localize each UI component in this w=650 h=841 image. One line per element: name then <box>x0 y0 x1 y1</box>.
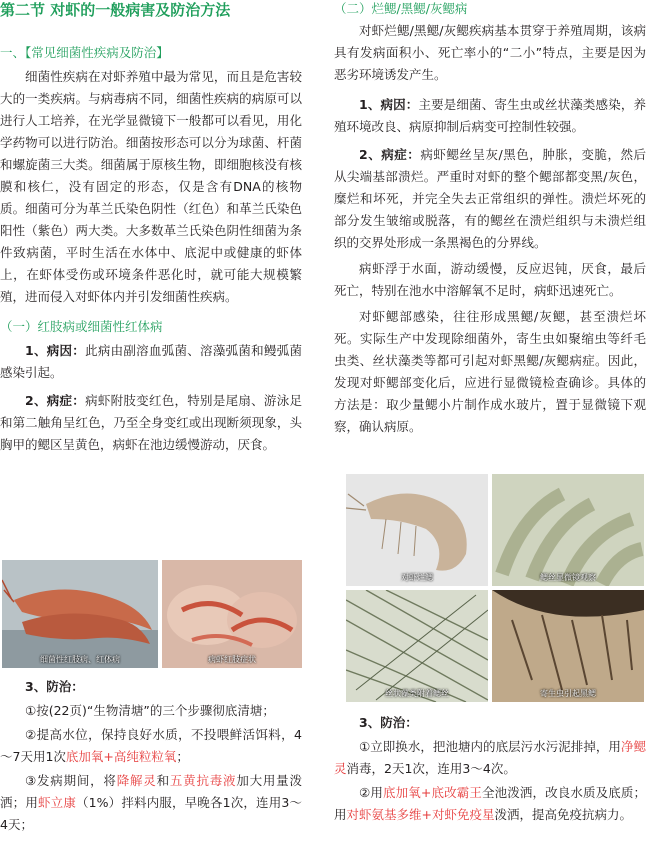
left-treatment <box>0 676 302 836</box>
treat-text: ③发病期间，将 <box>25 773 117 788</box>
product-name: 对虾免疫星 <box>432 807 495 822</box>
treat-text: 加大用量泼洒；用 <box>0 773 302 810</box>
treat-item-1: ①按(22页)“生物清塘”的三个步骤彻底清塘； <box>25 703 275 718</box>
product-name: 净鳃灵 <box>334 739 646 776</box>
right-treatment <box>334 712 646 826</box>
gill-intro: 对虾烂鳃/黑鳃/灰鳃疾病基本贯穿于养殖周期，该病具有发病面积小、死亡率小的“二小”特点，主要是因为恶劣环境诱发产生。 <box>334 23 646 82</box>
treat-item-2 <box>0 724 302 768</box>
product-name: 虾立康 <box>38 795 76 810</box>
photo-caption: 寄生虫引起黑鳃 <box>540 689 596 698</box>
treat-text: ； <box>176 749 189 764</box>
treat-text: 和 <box>156 773 170 788</box>
photo-caption: 对虾烂鳃 <box>401 573 433 582</box>
cause-text: 主要是细菌、寄生虫或丝状藻类感染，养殖环境改良、病原抑制后病变可控制性较强。 <box>334 97 646 134</box>
photo-caption: 鳃丝显微镜观察 <box>540 573 596 582</box>
photo-algae-gill <box>346 590 488 702</box>
treat-item-2 <box>334 782 646 826</box>
treat-text: ①立即换水，把池塘内的底层污水污泥排掉，用 <box>359 739 621 754</box>
photo-shrimp-gill <box>346 474 488 586</box>
treat-text: ②用 <box>359 785 383 800</box>
page-title: 第二节 对虾的一般病害及防治方法 <box>0 1 231 19</box>
left-column <box>0 0 302 456</box>
product-name: 高纯粒粒氧 <box>113 749 177 764</box>
treat-label: 3、防治： <box>25 679 84 694</box>
photo-gill-micro <box>492 474 644 586</box>
gill-symptom <box>334 144 646 254</box>
treat-text: 消毒，2天1次，连用3～4次。 <box>346 761 516 776</box>
section-heading-bacterial: 一、【常见细菌性疾病及防治】 <box>0 45 169 60</box>
cause-label: 1、病因： <box>25 343 86 358</box>
cause-label: 1、病因： <box>359 97 419 112</box>
product-name: 底改霸王 <box>431 785 482 800</box>
treat-text: 全池泼洒，改良水质及底质；用 <box>334 785 646 822</box>
treat-item-1 <box>334 736 646 780</box>
product-name: 对虾氨基多维 <box>346 807 422 822</box>
product-name: 底加氧 <box>382 785 421 800</box>
right-column <box>334 0 646 438</box>
cause-text: 此病由副溶血弧菌、溶藻弧菌和鳗弧菌感染引起。 <box>0 343 302 380</box>
product-name: 底加氧 <box>65 749 104 764</box>
plus-sign: + <box>103 749 114 764</box>
treat-text: 泼洒，提高免疫抗病力。 <box>494 807 633 822</box>
plus-sign: + <box>421 807 433 822</box>
red-limb-cause <box>0 340 302 384</box>
symptom-text: 病虾鳃丝呈灰/黑色，肿胀，变脆，然后从尖端基部溃烂。严重时对虾的整个鳃部都变黑/灰色，糜烂和坏死，并完全失去正常组织的弹性。溃烂坏死的部分发生皱缩或脱落，有的鳃丝在溃烂组织与未溃烂组织的交界处形成一条黑褐色的分界线。 <box>334 147 647 250</box>
treat-text: （1%）拌料内服，早晚各1次，连用3～4天； <box>0 795 302 832</box>
gill-cause <box>334 94 646 138</box>
photo-caption: 细菌性红肢病、红体病 <box>40 655 120 664</box>
photo-caption: 丝状藻类附着鳃丝 <box>385 689 449 698</box>
gill-black-paragraph: 对虾鳃部感染，往往形成黑鳃/灰鳃，甚至溃烂坏死。实际生产中发现除细菌外，寄生虫如聚缩虫等纤毛虫类、丝状藻类等都可引起对虾黑鳃/灰鳃病症。因此，发现对虾鳃部变化后，应进行显微镜检查确诊。具体的方法是：取少量鳃小片制作成水玻片，置于显微镜下观察，确认病原。 <box>334 309 646 434</box>
red-limb-symptom <box>0 390 302 456</box>
product-name: 五黄抗毒液 <box>169 773 237 788</box>
symptom-label: 2、病症： <box>25 393 86 408</box>
treat-label: 3、防治： <box>359 715 418 730</box>
gill-float-paragraph: 病虾浮于水面，游动缓慢，反应迟钝，厌食，最后死亡，特别在池水中溶解氧不足时，病虾迅速死亡。 <box>334 261 646 298</box>
photo-caption: 病虾红肢症状 <box>208 655 256 664</box>
plus-sign: + <box>420 785 432 800</box>
subsection-heading-red-limb: （一）红肢病或细菌性红体病 <box>0 319 163 334</box>
subsection-heading-gill: （二）烂鳃/黑鳃/灰鳃病 <box>334 1 468 16</box>
product-name: 降解灵 <box>116 773 157 788</box>
treat-text: ②提高水位，保持良好水质，不投喂鲜活饵料，4～7天用1次 <box>0 727 302 764</box>
symptom-text: 病虾附肢变红色，特别是尾扇、游泳足和第二触角呈红色，乃至全身变红或出现断须现象，头胸甲的鳃区呈黄色，病虾在池边缓慢游动，厌食。 <box>0 393 302 452</box>
photo-red-shrimp <box>2 560 158 668</box>
photo-red-limb-hand <box>162 560 302 668</box>
photo-parasite-gill <box>492 590 644 702</box>
intro-paragraph: 细菌性疾病在对虾养殖中最为常见，而且是危害较大的一类疾病。与病毒病不同，细菌性疾病的病原可以进行人工培养，在光学显微镜下一般都可以看见，用化学药物可以进行防治。细菌按形态可以分为球菌、杆菌和螺旋菌三大类。细菌属于原核生物，即细胞核没有核膜和核仁，没有固定的形态，仅是含有DNA的核物质。细菌可分为革兰氏染色阴性（红色）和革兰氏染色阳性（紫色）两大类。大多数革兰氏染色阴性细菌为条件致病菌，平时生活在水体中、底泥中或健康的虾体上，在虾体受伤或环境条件恶化时，就可能大规模繁殖，进而侵入对虾体内并引发细菌性疾病。 <box>0 69 302 304</box>
treat-item-3 <box>0 770 302 836</box>
symptom-label: 2、病症： <box>359 147 421 162</box>
